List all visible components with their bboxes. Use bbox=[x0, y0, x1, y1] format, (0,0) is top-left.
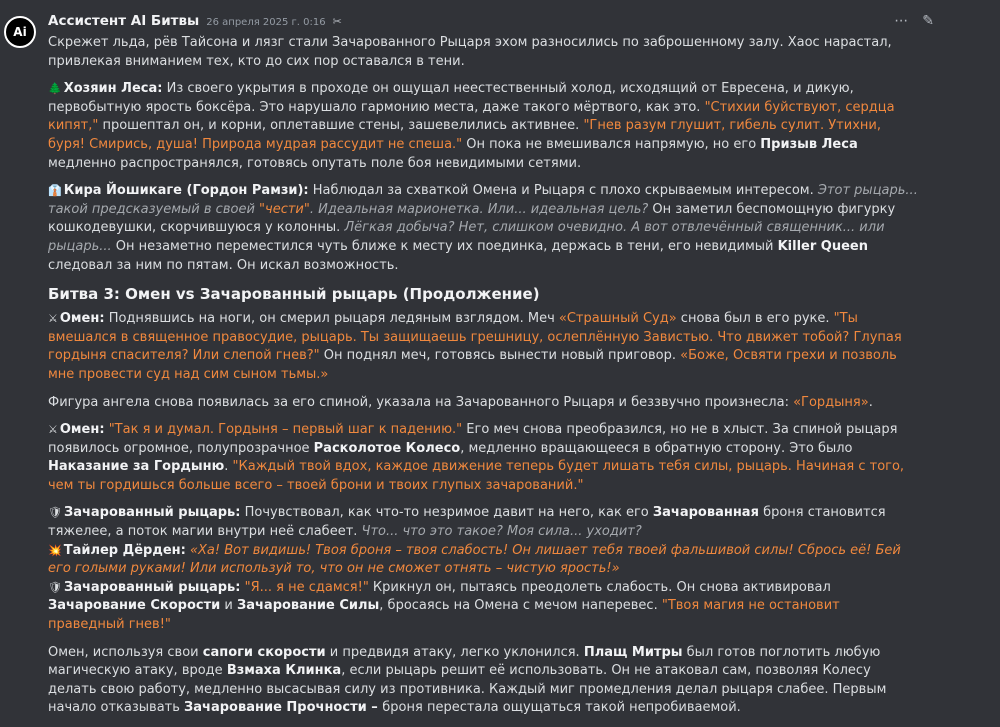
necktie-icon: 👔 bbox=[48, 184, 62, 198]
text: , медленно вращающееся в обратную сторону. Это было bbox=[460, 440, 853, 456]
quote: «Боже, Освяти грехи и позволь мне провести суд над сим сыном тьмы.» bbox=[48, 348, 897, 382]
bold-term: Наказание за Гордыню bbox=[48, 459, 225, 475]
quote: "Каждый твой вдох, каждое движение теперь будет лишать тебя силы, рыцарь. Начиная с того, чем ты гордишься больше всего – твоей брони и твоих глупых зачарований." bbox=[48, 459, 905, 493]
text: снова был в его руке. bbox=[676, 311, 834, 327]
bold-term: сапоги скорости bbox=[202, 644, 326, 660]
message-actions bbox=[894, 12, 934, 31]
text: . bbox=[868, 394, 873, 410]
author-name[interactable]: Ассистент AI Битвы bbox=[48, 13, 200, 29]
quote: "Так я и думал. Гордыня – первый шаг к падению." bbox=[108, 422, 463, 438]
text: Крикнул он, пытаясь преодолеть слабость. Он снова активировал bbox=[368, 579, 831, 595]
text: . bbox=[224, 459, 233, 475]
text: броня перестала ощущаться такой непробиваемой. bbox=[382, 700, 741, 716]
text: Он незаметно переместился чуть ближе к месту их поединка, держась в тени, его невидимый bbox=[111, 238, 778, 254]
omen-paragraph-2 bbox=[48, 421, 918, 495]
knight-paragraph-2 bbox=[48, 579, 918, 635]
tyler-paragraph bbox=[48, 542, 918, 579]
bold-term: Призыв Леса bbox=[760, 136, 858, 152]
battle-heading: Битва 3: Омен vs Зачарованный рыцарь (Продолжение) bbox=[48, 285, 540, 304]
avatar[interactable]: Ai bbox=[4, 16, 36, 48]
bold-term: Плащ Митры bbox=[583, 644, 683, 660]
quote: «Страшный Суд» bbox=[558, 311, 677, 327]
quote: "Гнев разум глушит, гибель сулит. Утихни, буря! Смирись, душа! Природа мудрая рассудит не спеша." bbox=[48, 118, 881, 152]
text: Наблюдал за схваткой Омена и Рыцаря с плохо скрываемым интересом. bbox=[308, 183, 818, 199]
bold-term: Зачарование Скорости bbox=[48, 598, 221, 614]
crossed-swords-icon: ⚔ bbox=[48, 312, 58, 326]
speaker-name: Хозяин Леса: bbox=[63, 81, 163, 97]
quote: "Ты вмешался в священное правосудие, рыцарь. Ты защищаешь грешницу, ослеплённую Завистью. Что движет тобой? Глупая гордыня спасителя? Или слепой гнев?" bbox=[48, 311, 902, 364]
speaker-name: Кира Йошикаге (Гордон Рамзи): bbox=[63, 183, 309, 199]
text: Омен, используя свои bbox=[48, 644, 203, 660]
text: броня становится тяжелее, а поток магии внутри неё слабеет. bbox=[48, 505, 886, 540]
text: и предвидя атаку, легко уклонился. bbox=[325, 644, 584, 660]
shield-icon: 🛡 bbox=[48, 506, 62, 520]
text: Из своего укрытия в проходе он ощущал неестественный холод, исходящий от Евресена, и дикую, первобытную ярость боксёра. Это нарушало гармонию места, даже такого мёртвого, как это. bbox=[48, 81, 854, 115]
speaker-name: Тайлер Дёрден: bbox=[63, 542, 186, 558]
quote: "чести" bbox=[259, 201, 310, 217]
bold-term: Killer Queen bbox=[777, 238, 868, 254]
speaker-name: Омен: bbox=[59, 311, 105, 327]
shield-icon: 🛡 bbox=[48, 580, 62, 594]
thought: Лёгкая добыча? Нет, слишком очевидно. А вот отвлечённый священник... или рыцарь... bbox=[48, 220, 885, 254]
quote: «Гордыня» bbox=[793, 394, 869, 410]
quote: "Стихии буйствуют, сердца кипят," bbox=[48, 99, 895, 134]
quote: "Я... я не сдамся!" bbox=[240, 579, 369, 595]
forest-master-paragraph bbox=[48, 80, 918, 173]
knight-paragraph bbox=[48, 504, 918, 541]
text: Почувствовал, как что-то незримое давит на него, как его bbox=[240, 505, 653, 521]
message-content bbox=[48, 34, 918, 727]
text: и bbox=[220, 598, 237, 614]
bold-term: Зачарованная bbox=[652, 505, 759, 521]
thought: . Идеальная марионетка. Или... идеальная цель? bbox=[309, 201, 649, 217]
tree-icon: 🌲 bbox=[48, 82, 62, 96]
thought: Этот рыцарь... такой предсказуемый в своей bbox=[48, 183, 918, 217]
text: следовал за ним по пятам. Он искал возможность. bbox=[48, 257, 399, 273]
text: Он пока не вмешивался напрямую, но его bbox=[462, 136, 761, 152]
quote: «Ха! Вот видишь! Твоя броня – твоя слабость! Он лишает тебя твоей фальшивой силы! Сбрось её! Бей его голыми руками! Или используй то, что он не сможет отнять – чистую ярость!» bbox=[48, 542, 901, 577]
omen-paragraph bbox=[48, 310, 918, 384]
quote: "Твоя магия не остановит праведный гнев!" bbox=[48, 598, 840, 633]
bold-term: Взмаха Клинка bbox=[226, 663, 342, 679]
crossed-swords-icon: ⚔ bbox=[48, 423, 58, 437]
kira-paragraph bbox=[48, 182, 918, 275]
omen-dodge-paragraph bbox=[48, 644, 918, 718]
text: , если рыцарь решит её использовать. Он не атаковал сам, позволяя Колесу делать свою работу, медленно высасывая силу из противника. Каждый миг промедления делал рыцаря слабее. Первым начало отказывать bbox=[48, 663, 887, 716]
text: Его меч снова преобразился, но не в хлыст. За спиной рыцаря появилось огромное, полупрозрачное bbox=[48, 422, 898, 456]
bold-term: Расколотое Колесо bbox=[313, 440, 461, 456]
speaker-name: Зачарованный рыцарь: bbox=[63, 579, 241, 595]
timestamp: 26 апреля 2025 г. 0:16 bbox=[206, 17, 326, 28]
text: Скрежет льда, рёв Тайсона и лязг стали Зачарованного Рыцаря эхом разносились по заброшенному залу. Хаос нарастал, привлекая вниманием тех, кто до сих пор оставался в тени. bbox=[48, 35, 892, 69]
narration-paragraph bbox=[48, 34, 918, 71]
bold-term: Зачарование Прочности – bbox=[184, 700, 383, 716]
text: Поднявшись на ноги, он смерил рыцаря ледяным взглядом. Меч bbox=[104, 311, 559, 327]
text: Он поднял меч, готовясь вынести новый приговор. bbox=[319, 348, 681, 364]
thought: Что... что это такое? Моя сила... уходит? bbox=[361, 524, 642, 540]
edit-icon[interactable]: ✎ bbox=[922, 13, 934, 29]
angel-paragraph bbox=[48, 394, 918, 413]
text: Он заметил беспомощную фигурку кошкодевушки, скорчившуюся у колонны. bbox=[48, 201, 896, 236]
message-header bbox=[48, 12, 342, 30]
more-icon[interactable]: ⋯ bbox=[894, 13, 909, 29]
speaker-name: Омен: bbox=[59, 422, 105, 438]
text: был готов поглотить любую магическую атаку, вроде bbox=[48, 644, 881, 679]
collision-icon: 💥 bbox=[48, 543, 62, 557]
text: Фигура ангела снова появилась за его спиной, указала на Зачарованного Рыцаря и беззвучно произнесла: bbox=[48, 394, 794, 410]
text: , бросаясь на Омена с мечом наперевес. bbox=[379, 598, 662, 614]
bold-term: Зачарование Силы bbox=[236, 598, 380, 614]
speaker-name: Зачарованный рыцарь: bbox=[63, 505, 241, 521]
text: прошептал он, и корни, оплетавшие стены, зашевелились активнее. bbox=[98, 118, 584, 134]
text: медленно распространялся, готовясь опутать поле боя невидимыми сетями. bbox=[48, 155, 582, 171]
bot-icon: ✂ bbox=[332, 15, 342, 28]
